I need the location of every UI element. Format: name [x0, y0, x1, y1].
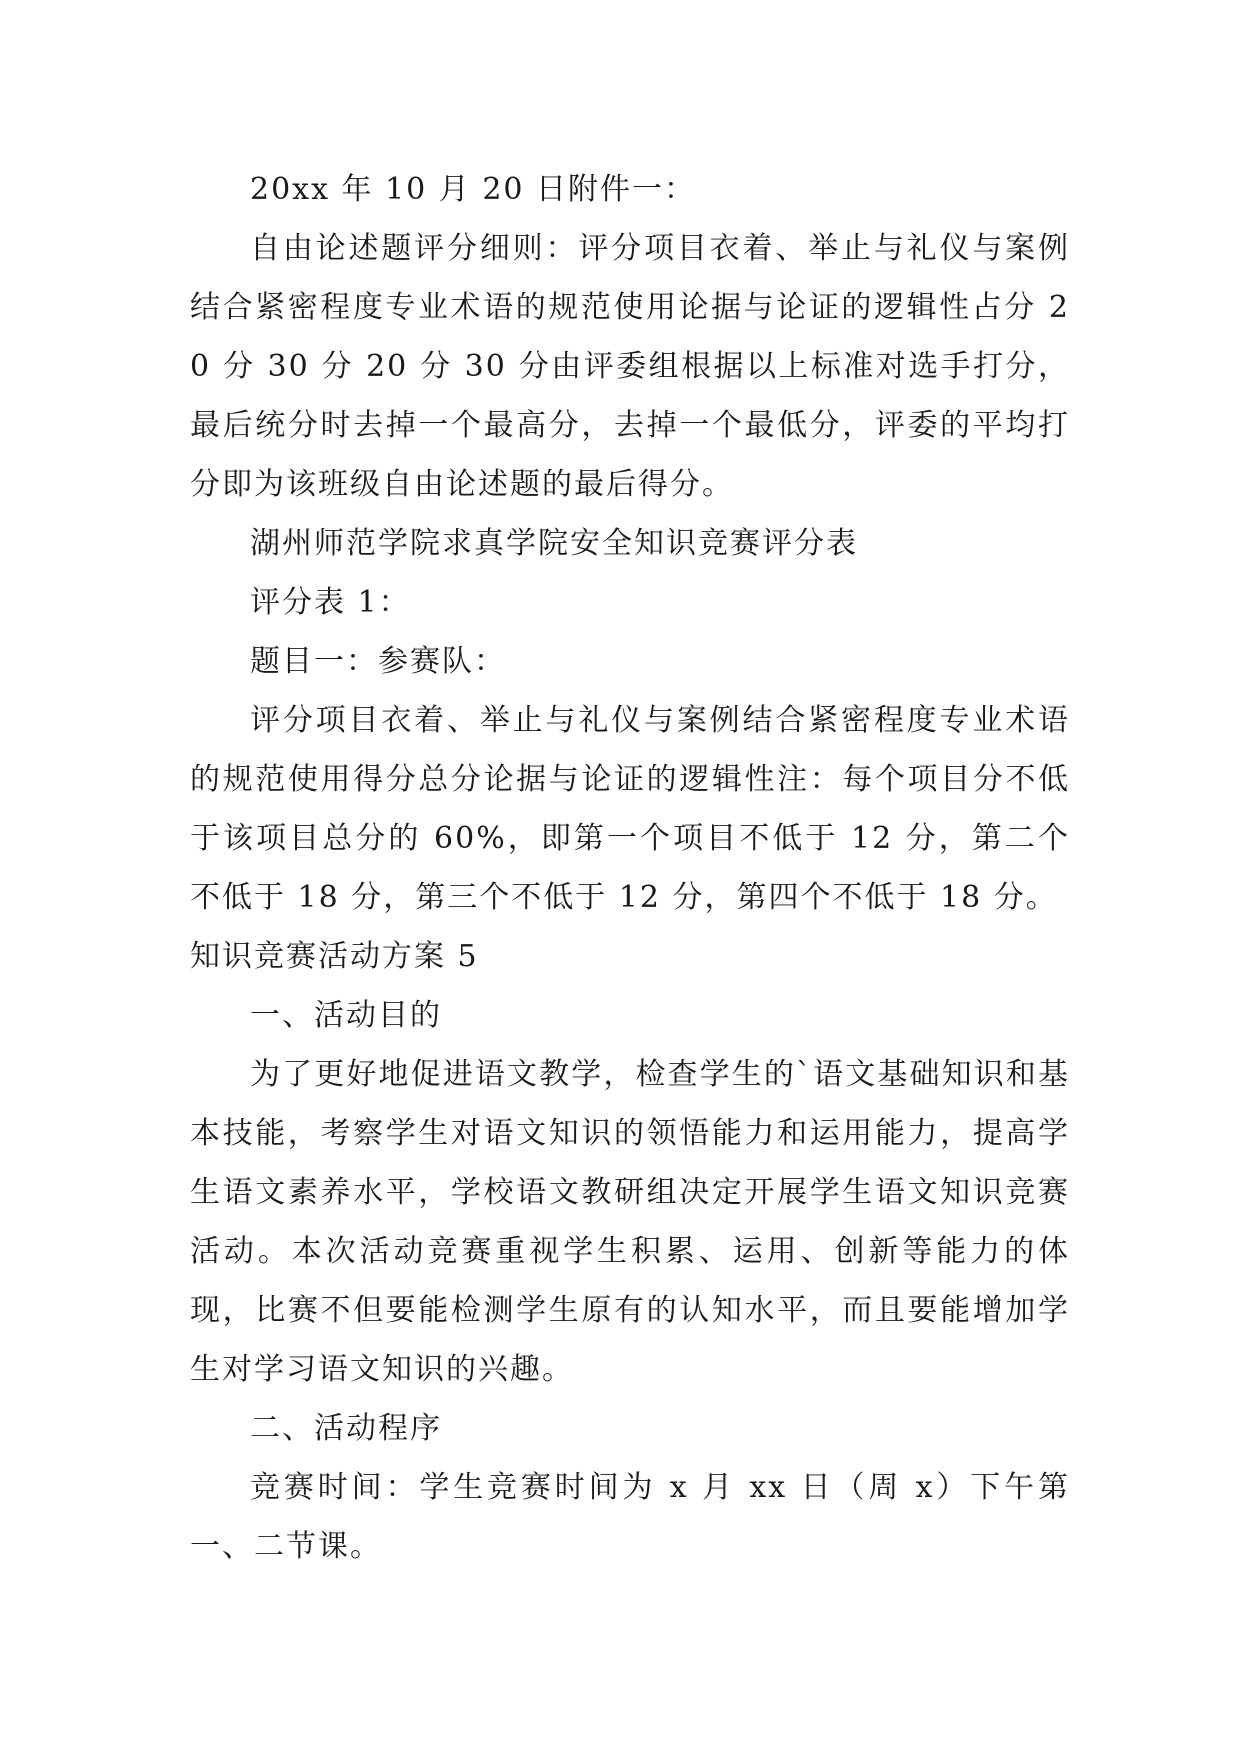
competition-time-paragraph: 竞赛时间：学生竞赛时间为 x 月 xx 日（周 x）下午第一、二节课。	[190, 1470, 1070, 1564]
purpose-paragraph: 为了更好地促进语文教学，检查学生的`语文基础知识和基本技能，考察学生对语文知识的领悟能力和运用能力，提高学生语文素养水平，学校语文教研组决定开展学生语文知识竞赛活动。本次活动竞赛重视学生积累、运用、创新等能力的体现，比赛不但要能检测学生原有的认知水平，而且要能增加学生对学习语文知识的兴趣。	[190, 1057, 1070, 1387]
section-heading-purpose: 一、活动目的	[250, 998, 442, 1033]
score-sheet-label: 评分表 1：	[250, 585, 411, 620]
plan-heading: 知识竞赛活动方案 5	[190, 939, 479, 974]
document-body	[190, 160, 1070, 1576]
score-sheet-title: 湖州师范学院求真学院安全知识竞赛评分表	[250, 526, 858, 561]
scoring-items-paragraph: 评分项目衣着、举止与礼仪与案例结合紧密程度专业术语的规范使用得分总分论据与论证的逻辑性注：每个项目分不低于该项目总分的 60%，即第一个项目不低于 12 分，第二个不低于 18 分，第三个不低于 12 分，第四个不低于 18 分。	[190, 703, 1070, 915]
date-attachment-line: 20xx 年 10 月 20 日附件一：	[250, 172, 697, 207]
section-heading-procedure: 二、活动程序	[250, 1411, 442, 1446]
topic-team-line: 题目一：参赛队：	[250, 644, 506, 679]
scoring-rules-paragraph: 自由论述题评分细则：评分项目衣着、举止与礼仪与案例结合紧密程度专业术语的规范使用论据与论证的逻辑性占分 20 分 30 分 20 分 30 分由评委组根据以上标准对选手打分，最后统分时去掉一个最高分，去掉一个最低分，评委的平均打分即为该班级自由论述题的最后得分。	[190, 231, 1070, 502]
